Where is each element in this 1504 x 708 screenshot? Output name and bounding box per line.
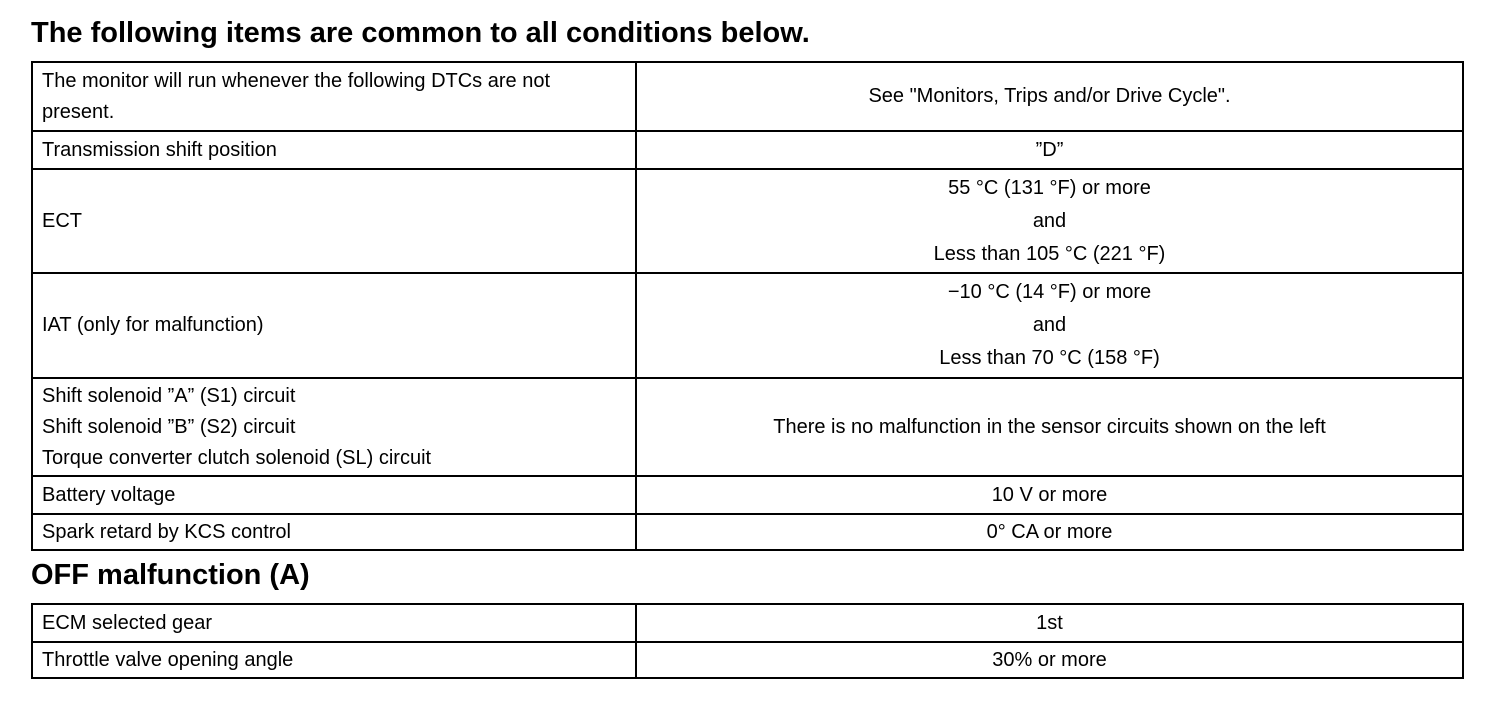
condition-label: The monitor will run whenever the following DTCs are not present.	[32, 62, 636, 131]
common-conditions-table	[31, 61, 1464, 551]
value-line: Less than 105 °C (221 °F)	[933, 242, 1166, 265]
condition-label: Spark retard by KCS control	[32, 514, 636, 550]
condition-value: 10 V or more	[636, 476, 1463, 514]
condition-label: Throttle valve opening angle	[32, 642, 636, 678]
value-line: 55 °C (131 °F) or more	[948, 176, 1151, 199]
table-row	[32, 604, 1463, 642]
table-row	[32, 514, 1463, 550]
condition-value: There is no malfunction in the sensor circuits shown on the left	[636, 378, 1463, 476]
label-line: Shift solenoid ”A” (S1) circuit	[42, 384, 296, 407]
condition-value	[636, 169, 1463, 273]
off-malfunction-heading: OFF malfunction (A)	[31, 559, 310, 591]
label-line: Torque converter clutch solenoid (SL) circuit	[42, 446, 432, 469]
condition-value: 30% or more	[636, 642, 1463, 678]
condition-value	[636, 273, 1463, 378]
table-row	[32, 273, 1463, 378]
condition-label: IAT (only for malfunction)	[32, 273, 636, 378]
table-row	[32, 62, 1463, 131]
condition-label: ECT	[32, 169, 636, 273]
condition-label	[32, 378, 636, 476]
value-line: and	[1032, 314, 1067, 336]
common-conditions-heading: The following items are common to all conditions below.	[31, 17, 810, 49]
condition-value: 1st	[636, 604, 1463, 642]
table-row	[32, 169, 1463, 273]
table-row	[32, 131, 1463, 169]
condition-value: ”D”	[636, 131, 1463, 169]
condition-label: Transmission shift position	[32, 131, 636, 169]
value-line: Less than 70 °C (158 °F)	[939, 347, 1160, 369]
condition-value: 0° CA or more	[636, 514, 1463, 550]
condition-value: See "Monitors, Trips and/or Drive Cycle".	[636, 62, 1463, 131]
condition-label: Battery voltage	[32, 476, 636, 514]
table-row	[32, 476, 1463, 514]
value-line: and	[1032, 209, 1067, 232]
value-line: −10 °C (14 °F) or more	[947, 281, 1152, 303]
table-row	[32, 642, 1463, 678]
condition-label: ECM selected gear	[32, 604, 636, 642]
label-line: Shift solenoid ”B” (S2) circuit	[42, 415, 296, 438]
table-row	[32, 378, 1463, 476]
off-malfunction-table	[31, 603, 1464, 679]
